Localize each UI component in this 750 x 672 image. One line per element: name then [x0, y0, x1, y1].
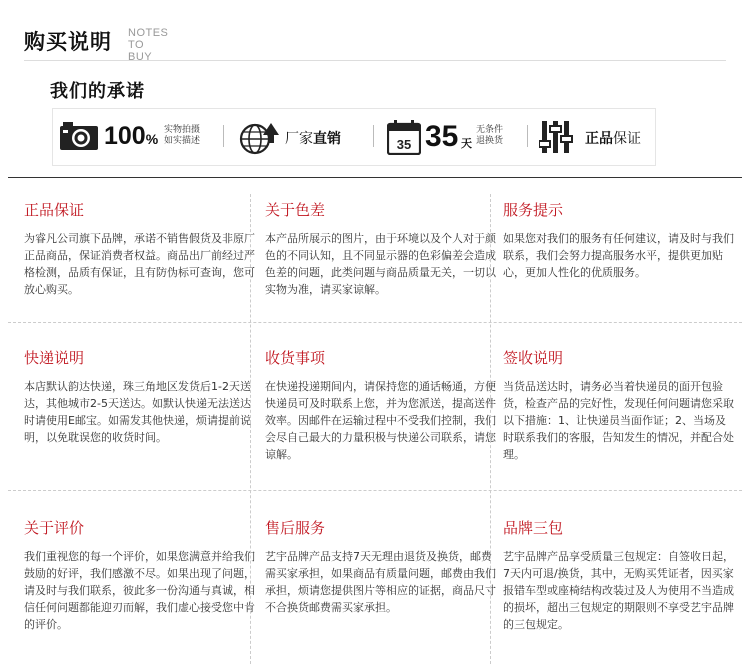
section-body: 当货品送达时，请务必当着快递员的面开包验货，检查产品的完好性，发现任何问题请您采取以下措施：1、让快递员当面作证；2、当场及时联系我们的客服，告知发生的情况，并配合处理。	[503, 380, 734, 461]
section-body: 本店默认韵达快递，珠三角地区发货后1-2天送达，其他城市2-5天送达。如默认快递无法送达时请使用E邮宝。如需发其他快递，烦请提前说明，以免耽误您的收货时间。	[24, 380, 251, 444]
svg-text:35: 35	[396, 137, 412, 152]
section-body: 本产品所展示的图片，由于环境以及个人对于颜色的不同认知，且不同显示器的色彩偏差会造成色差的问题，此类问题与商品质量无关，一切以实物为准，请买家谅解。	[265, 232, 496, 296]
section-receiving	[265, 348, 497, 463]
page-subtitle-line1: NOTES TO	[128, 27, 169, 51]
section-title: 关于评价	[24, 519, 85, 537]
section-title: 服务提示	[503, 201, 564, 219]
grid-divider-vertical	[490, 194, 491, 664]
camera-icon	[59, 121, 99, 151]
section-service-tips	[503, 200, 735, 281]
section-title: 正品保证	[24, 201, 85, 219]
equalizer-icon	[539, 119, 577, 155]
section-title: 售后服务	[265, 519, 326, 537]
promise-return-note: 无条件 退换货	[476, 125, 504, 146]
page-title: 购买说明	[24, 30, 112, 54]
section-body: 艺宇品牌产品享受质量三包规定：自签收日起，7天内可退/换货，其中，无购买凭证者，因买家报错车型或座椅结构改装过及人为使用不当造成的损坏，超出三包规定的期限则不享受艺宇品牌的三包规定。	[503, 550, 734, 631]
section-color-difference	[265, 200, 497, 298]
promise-item-photo	[53, 109, 213, 165]
promise-title: 我们的承诺	[50, 81, 145, 102]
promise-item-return	[387, 109, 527, 165]
promise-item-genuine	[537, 109, 655, 165]
promise-separator	[527, 125, 528, 147]
promise-bar	[52, 108, 656, 166]
section-title: 关于色差	[265, 201, 326, 219]
grid-top-divider	[8, 177, 742, 178]
promise-separator	[373, 125, 374, 147]
section-genuine	[24, 200, 256, 298]
grid-divider-vertical	[250, 194, 251, 664]
grid-divider-horizontal	[8, 490, 742, 491]
grid-divider-horizontal	[8, 322, 742, 323]
promise-return-unit: 天	[461, 137, 472, 150]
section-signing	[503, 348, 735, 463]
page-subtitle-line2: BUY	[128, 51, 153, 63]
section-title: 收货事项	[265, 349, 326, 367]
promise-photo-note: 实物拍摄 如实描述	[164, 125, 201, 146]
section-body: 在快递投递期间内，请保持您的通话畅通，方便快递员可及时联系上您，并为您派送，提高送件效率。因邮件在运输过程中不受我们控制，我们会尽自己最大的力量积极与快递公司联系，请您谅解。	[265, 380, 496, 461]
promise-item-factory	[235, 109, 365, 165]
section-title: 快递说明	[24, 349, 85, 367]
section-reviews	[24, 518, 256, 633]
section-shipping	[24, 348, 256, 446]
promise-separator	[223, 125, 224, 147]
section-warranty	[503, 518, 735, 633]
promise-factory-label: 厂家直销	[285, 131, 341, 147]
promise-photo-number: 100%	[104, 122, 159, 150]
page-subtitle	[128, 27, 168, 63]
promise-genuine-label: 正品保证	[585, 131, 641, 147]
section-after-sales	[265, 518, 497, 616]
calendar-icon	[387, 119, 421, 155]
section-body: 如果您对我们的服务有任何建议，请及时与我们联系，我们会努力提高服务水平，提供更加贴心，更加人性化的优质服务。	[503, 232, 734, 279]
section-body: 为睿凡公司旗下品牌，承诺不销售假货及非原厂正品商品，保证消费者权益。商品出厂前经过严格检测，品质有保证，且有防伪标可查询，您可放心购买。	[24, 232, 255, 296]
section-body: 我们重视您的每一个评价，如果您满意并给我们鼓励的好评，我们感激不尽。如果出现了问题，请及时与我们联系，彼此多一份沟通与真诚，相信任何问题都能迎刃而解，我们虚心接受您中肯的评价。	[24, 550, 255, 631]
section-title: 签收说明	[503, 349, 564, 367]
promise-return-days: 35	[425, 120, 459, 153]
globe-arrow-icon	[237, 119, 281, 155]
section-body: 艺宇品牌产品支持7天无理由退货及换货，邮费需买家承担，如果商品有质量问题，邮费由我们承担，烦请您提供图片等相应的证据，商品尺寸不合换货邮费需买家承担。	[265, 550, 496, 614]
header-divider	[24, 60, 726, 61]
section-title: 品牌三包	[503, 519, 564, 537]
